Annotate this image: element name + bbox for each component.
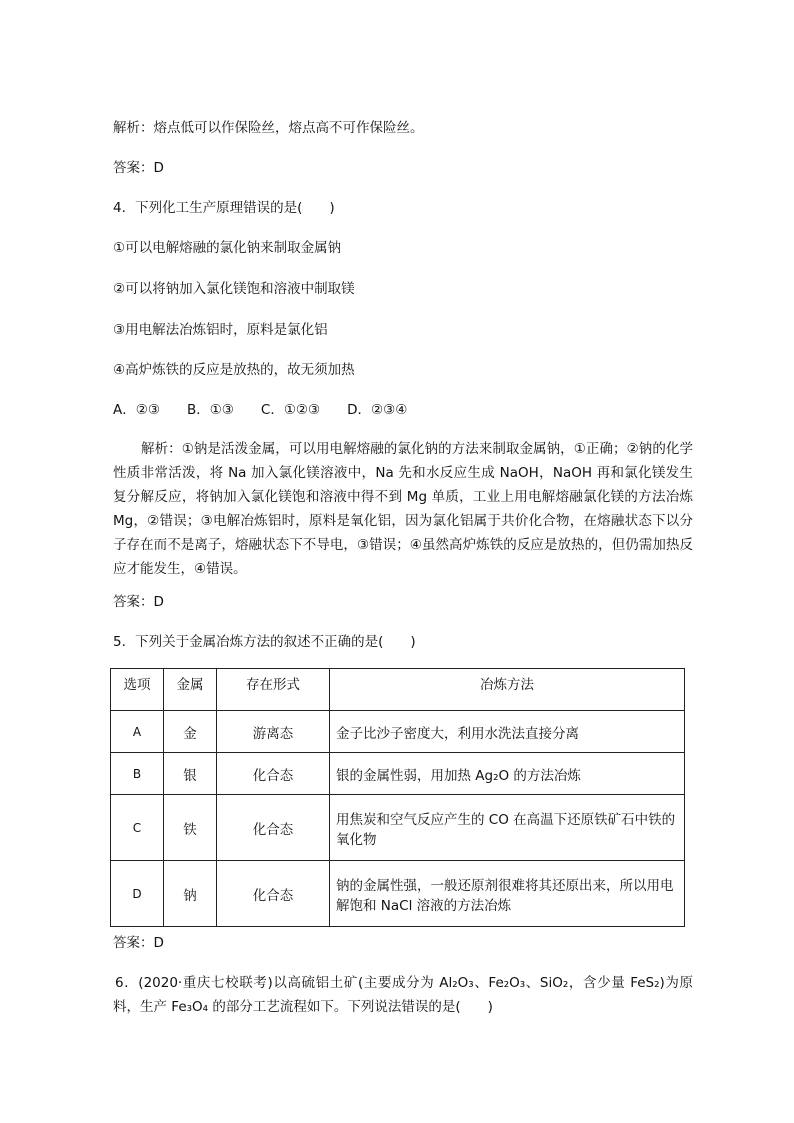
header-metal: 金属	[164, 669, 217, 711]
cell-method: 钠的金属性强，一般还原剂很难将其还原出来，所以用电解饱和 NaCl 溶液的方法冶炼	[330, 861, 685, 927]
cell-metal: 铁	[164, 795, 217, 861]
table-row	[111, 795, 685, 861]
cell-option: D	[111, 861, 164, 927]
q4-item-1: ①可以电解熔融的氯化钠来制取金属钠	[113, 240, 342, 256]
question-4-stem: 4．下列化工生产原理错误的是( )	[113, 200, 335, 216]
q4-options: A．②③ B．①③ C．①②③ D．②③④	[113, 402, 408, 418]
cell-metal: 金	[164, 711, 217, 753]
cell-metal: 钠	[164, 861, 217, 927]
table-row	[111, 753, 685, 795]
q4-item-3: ③用电解法冶炼铝时，原料是氯化铝	[113, 322, 328, 338]
cell-method: 金子比沙子密度大，利用水洗法直接分离	[330, 711, 685, 753]
cell-option: A	[111, 711, 164, 753]
question-5-stem: 5．下列关于金属冶炼方法的叙述不正确的是( )	[113, 634, 416, 650]
header-method: 冶炼方法	[330, 669, 685, 711]
q5-answer: 答案：D	[113, 935, 164, 951]
cell-form: 游离态	[217, 711, 330, 753]
q4-item-2: ②可以将钠加入氯化镁饱和溶液中制取镁	[113, 281, 355, 297]
q4-analysis: 解析：①钠是活泼金属，可以用电解熔融的氯化钠的方法来制取金属钠，①正确；②钠的化学性质非常活泼，将 Na 加入氯化镁溶液中，Na 先和水反应生成 NaOH，NaOH 再和氯化镁发生复分解反应，将钠加入氯化镁饱和溶液中得不到 Mg 单质，工业上用电解熔融氯化镁的方法冶炼 Mg，②错误；③电解冶炼铝时，原料是氧化铝，因为氯化铝属于共价化合物，在熔融状态下以分子存在而不是离子，熔融状态下不导电，③错误；④虽然高炉炼铁的反应是放热的，但仍需加热反应才能发生，④错误。	[113, 441, 693, 577]
table-row	[111, 711, 685, 753]
table-row	[111, 861, 685, 927]
analysis-q3: 解析：熔点低可以作保险丝，熔点高不可作保险丝。	[113, 120, 424, 136]
table-header-row	[111, 669, 685, 711]
q4-answer: 答案：D	[113, 594, 164, 610]
answer-q3: 答案：D	[113, 160, 164, 176]
cell-form: 化合态	[217, 795, 330, 861]
cell-form: 化合态	[217, 861, 330, 927]
metal-smelting-table	[110, 668, 685, 927]
cell-option: C	[111, 795, 164, 861]
header-option: 选项	[111, 669, 164, 711]
cell-option: B	[111, 753, 164, 795]
cell-method: 用焦炭和空气反应产生的 CO 在高温下还原铁矿石中铁的氧化物	[330, 795, 685, 861]
cell-method: 银的金属性弱，用加热 Ag₂O 的方法冶炼	[330, 753, 685, 795]
question-6-stem: 6．(2020·重庆七校联考)以高硫铝土矿(主要成分为 Al₂O₃、Fe₂O₃、SiO₂，含少量 FeS₂)为原料，生产 Fe₃O₄ 的部分工艺流程如下。下列说法错误的是( )	[113, 975, 693, 1015]
q4-item-4: ④高炉炼铁的反应是放热的，故无须加热	[113, 362, 355, 378]
cell-form: 化合态	[217, 753, 330, 795]
cell-metal: 银	[164, 753, 217, 795]
header-form: 存在形式	[217, 669, 330, 711]
